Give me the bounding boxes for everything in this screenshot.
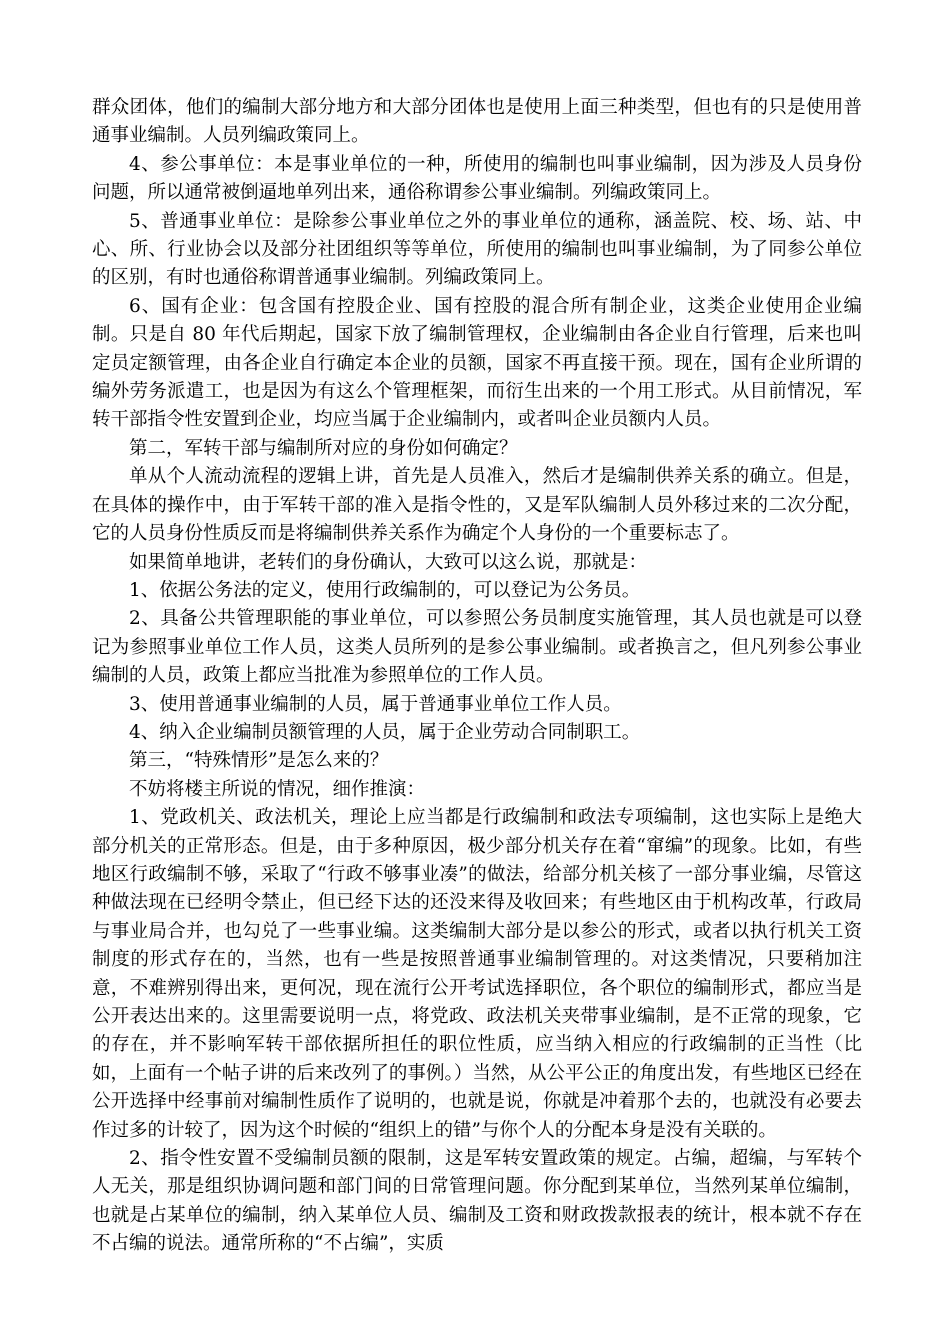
list-item-1-civil-servant: 1、依据公务法的定义，使用行政编制的，可以登记为公务员。 <box>129 579 641 601</box>
paragraph-item-4-canggong-units: 4、参公事单位：本是事业单位的一种，所使用的编制也叫事业编制，因为涉及人员身份问题，所以通常被倒逼地单列出来，通俗称谓参公事业编制。列编政策同上。 <box>92 153 862 204</box>
paragraph-item-6-state-enterprises: 6、国有企业：包含国有控股企业、国有控股的混合所有制企业，这类企业使用企业编制。只是自 80 年代后期起，国家下放了编制管理权，企业编制由各企业自行管理，后来也叫定员定额管理，由各企业自行确定本企业的员额，国家不再直接干预。现在，国有企业所谓的编外劳务派遣工，也是因为有这么个管理框架，而衍生出来的一个用工形式。从目前情况，军转干部指令性安置到企业，均应当属于企业编制内，或者叫企业员额内人员。 <box>92 295 862 431</box>
paragraph-deduction-2: 2、指令性安置不受编制员额的限制，这是军转安置政策的规定。占编，超编，与军转个人无关，那是组织协调问题和部门间的日常管理问题。你分配到某单位，当然列某单位编制，也就是占某单位的编制，纳入某单位人员、编制及工资和财政拨款报表的统计，根本就不存在不占编的说法。通常所称的“不占编”，实质 <box>92 1148 862 1255</box>
section-heading-second: 第二，军转干部与编制所对应的身份如何确定？ <box>129 437 518 459</box>
paragraph-deduction-intro: 不妨将楼主所说的情况，细作推演： <box>129 778 426 800</box>
list-item-3-public-institution-staff: 3、使用普通事业编制的人员，属于普通事业单位工作人员。 <box>129 693 622 715</box>
document-page <box>92 94 862 1259</box>
paragraph-simple-summary: 如果简单地讲，老转们的身份确认，大致可以这么说，那就是： <box>129 551 648 573</box>
paragraph-mass-organizations: 群众团体，他们的编制大部分地方和大部分团体也是使用上面三种类型，但也有的只是使用普通事业编制。人员列编政策同上。 <box>92 97 862 147</box>
paragraph-deduction-1: 1、党政机关、政法机关，理论上应当都是行政编制和政法专项编制，这也实际上是绝大部分机关的正常形态。但是，由于多种原因，极少部分机关存在着“窜编”的现象。比如，有些地区行政编制不够，采取了“行政不够事业凑”的做法，给部分机关核了一部分事业编，尽管这种做法现在已经明令禁止，但已经下达的还没来得及收回来；有些地区由于机构改革，行政局与事业局合并，也勾兑了一些事业编。这类编制大部分是以参公的形式，或者以执行机关工资制度的形式存在的，当然，也有一些是按照普通事业编制管理的。对这类情况，只要稍加注意，不难辨别得出来，更何况，现在流行公开考试选择职位，各个职位的编制形式，都应当是公开表达出来的。这里需要说明一点，将党政、政法机关夹带事业编制，是不正常的现象，它的存在，并不影响军转干部依据所担任的职位性质，应当纳入相应的行政编制的正当性（比如，上面有一个帖子讲的后来改列了的事例。）当然，从公平公正的角度出发，有些地区已经在公开选择中经事前对编制性质作了说明的，也就是说，你就是冲着那个去的，也就没有必要去作过多的计较了，因为这个时候的“组织上的错”与你个人的分配本身是没有关联的。 <box>92 807 862 1141</box>
list-item-2-canggong-staff: 2、具备公共管理职能的事业单位，可以参照公务员制度实施管理，其人员也就是可以登记为参照事业单位工作人员，这类人员所列的是参公事业编制。或者换言之，但凡列参公事业编制的人员，政策上都应当批准为参照单位的工作人员。 <box>92 608 862 687</box>
section-heading-third: 第三，“特殊情形”是怎么来的？ <box>129 750 389 772</box>
list-item-4-enterprise-staff: 4、纳入企业编制员额管理的人员，属于企业劳动合同制职工。 <box>129 721 641 743</box>
paragraph-identity-logic: 单从个人流动流程的逻辑上讲，首先是人员准入，然后才是编制供养关系的确立。但是，在具体的操作中，由于军转干部的准入是指令性的，又是军队编制人员外移过来的二次分配，它的人员身份性质反而是将编制供养关系作为确定个人身份的一个重要标志了。 <box>92 466 862 545</box>
paragraph-item-5-public-institutions: 5、普通事业单位：是除参公事业单位之外的事业单位的通称，涵盖院、校、场、站、中心、所、行业协会以及部分社团组织等等单位，所使用的编制也叫事业编制，为了同参公单位的区别，有时也通俗称谓普通事业编制。列编政策同上。 <box>92 210 862 289</box>
